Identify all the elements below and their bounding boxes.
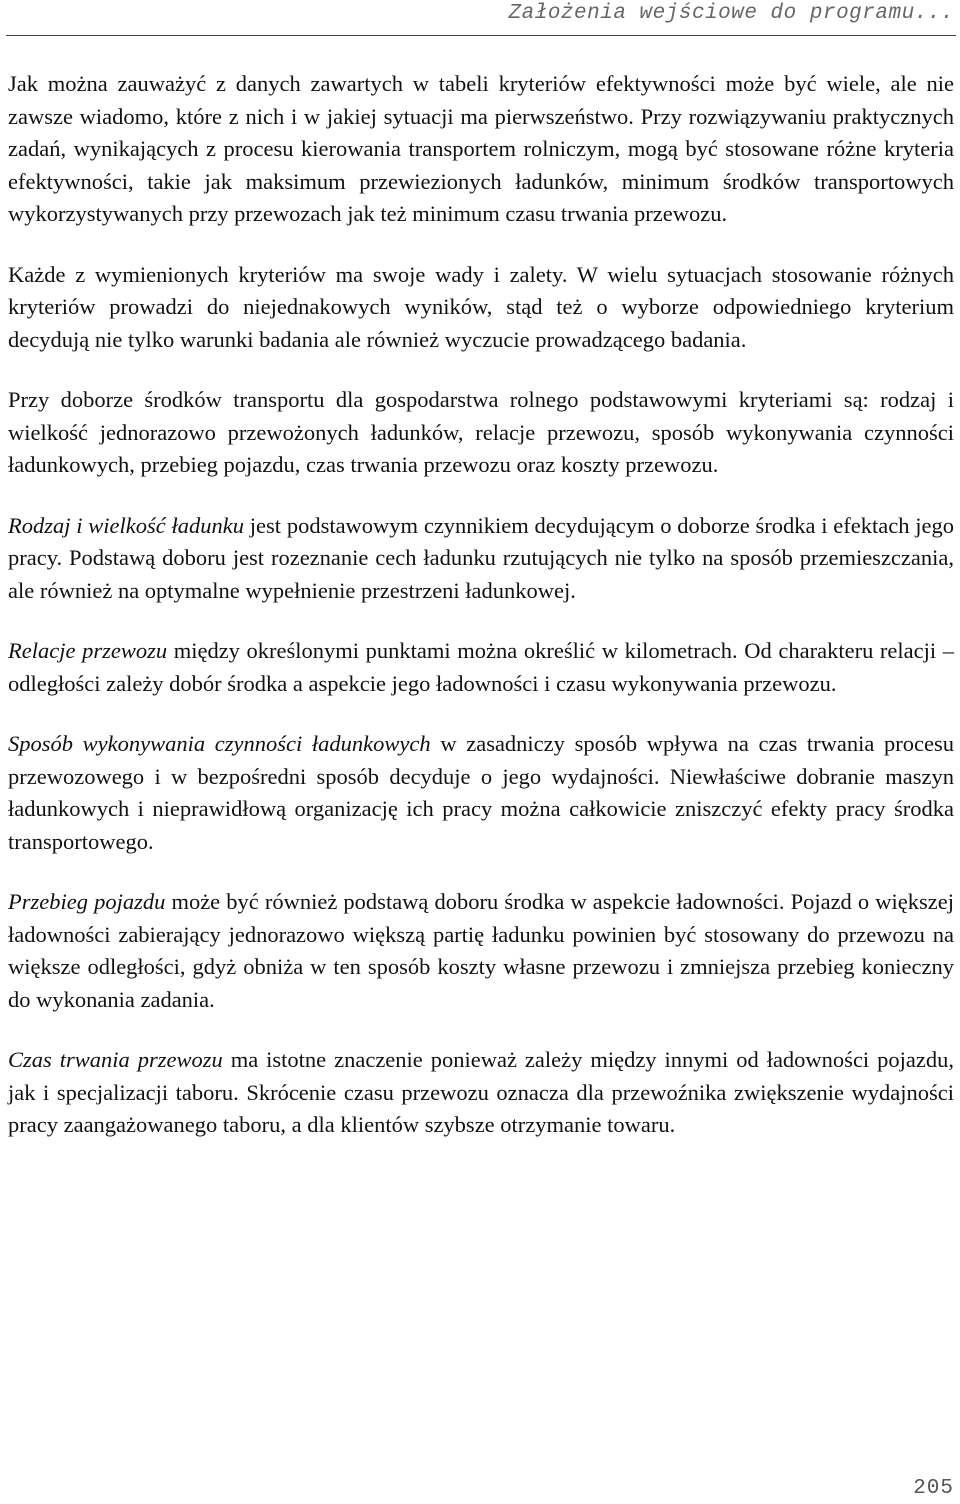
paragraph-text: jest podstawowym czynnikiem decydującym o doborze środka i efektach jego pracy. Podstawą doboru jest rozeznanie cech ładunku rzutujących nie tylko na sposób przemieszczania, ale również na optymalne wypełnienie przestrzeni ładunkowej.: [8, 512, 955, 603]
paragraph-vehicle-mileage: [8, 886, 954, 1016]
paragraph-lead: Przebieg pojazdu: [8, 889, 166, 914]
paragraph-text: może być również podstawą doboru środka w aspekcie ładowności. Pojazd o większej ładowności zabierający jednorazowo większą partię ładunku powinien być stosowany do przewozu na większe odległości, gdyż obniża w ten sposób koszty własne przewozu i zmniejsza przebieg konieczny do wykonania zadania.: [8, 889, 954, 1012]
paragraph-text: w zasadniczy sposób wpływa na czas trwania procesu przewozowego i w bezpośredni sposób decyduje o jego wydajności. Niewłaściwe dobranie maszyn ładunkowych i nieprawidłową organizację ich pracy można całkowicie zniszczyć efekty pracy środka transportowego.: [8, 731, 954, 854]
body-text: [8, 68, 954, 1170]
paragraph-criteria-pros-cons: [8, 259, 954, 357]
paragraph-text: Przy doborze środków transportu dla gospodarstwa rolnego podstawowymi kryteriami są: rodzaj i wielkość jednorazowo przewożonych ładunków, relacje przewozu, sposób wykonywania czynności ładunkowych, przebieg pojazdu, czas trwania przewozu oraz koszty przewozu.: [8, 387, 954, 477]
paragraph-lead: Rodzaj i wielkość ładunku: [8, 512, 245, 538]
paragraph-lead: Relacje przewozu: [8, 638, 168, 663]
paragraph-selection-criteria: [8, 384, 954, 482]
paragraph-cargo-type: [8, 510, 954, 608]
page-number: 205: [913, 1477, 954, 1500]
running-header: Założenia wejściowe do programu...: [508, 2, 954, 25]
paragraph-transport-relations: [8, 635, 954, 700]
paragraph-text: ma istotne znaczenie ponieważ zależy między innymi od ładowności pojazdu, jak i specjalizacji taboru. Skrócenie czasu przewozu oznacza dla przewoźnika zwiększenie wydajności pracy zaangażowanego taboru, a dla klientów szybsze otrzymanie towaru.: [8, 1047, 954, 1137]
paragraph-loading-operations: [8, 728, 954, 858]
paragraph-text: Każde z wymienionych kryteriów ma swoje wady i zalety. W wielu sytuacjach stosowanie różnych kryteriów prowadzi do niejednakowych wyników, stąd też o wyborze odpowiedniego kryterium decydują nie tylko warunki badania ale również wyczucie prowadzącego badania.: [8, 261, 954, 352]
header-rule: [6, 35, 956, 36]
paragraph-efficiency-criteria: [8, 68, 954, 231]
paragraph-text: między określonymi punktami można określić w kilometrach. Od charakteru relacji – odległości zależy dobór środka a aspekcie jego ładowności i czasu wykonywania przewozu.: [8, 638, 955, 696]
paragraph-lead: Sposób wykonywania czynności ładunkowych: [8, 731, 431, 756]
paragraph-text: Jak można zauważyć z danych zawartych w tabeli kryteriów efektywności może być wiele, ale nie zawsze wiadomo, które z nich i w jakiej sytuacji ma pierwszeństwo. Przy rozwiązywaniu praktycznych zadań, wynikających z procesu kierowania transportem rolniczym, mogą być stosowane różne kryteria efektywności, takie jak maksimum przewiezionych ładunków, minimum środków transportowych wykorzystywanych przy przewozach jak też minimum czasu trwania przewozu.: [8, 71, 954, 226]
paragraph-transport-duration: [8, 1044, 954, 1142]
paragraph-lead: Czas trwania przewozu: [8, 1047, 223, 1072]
